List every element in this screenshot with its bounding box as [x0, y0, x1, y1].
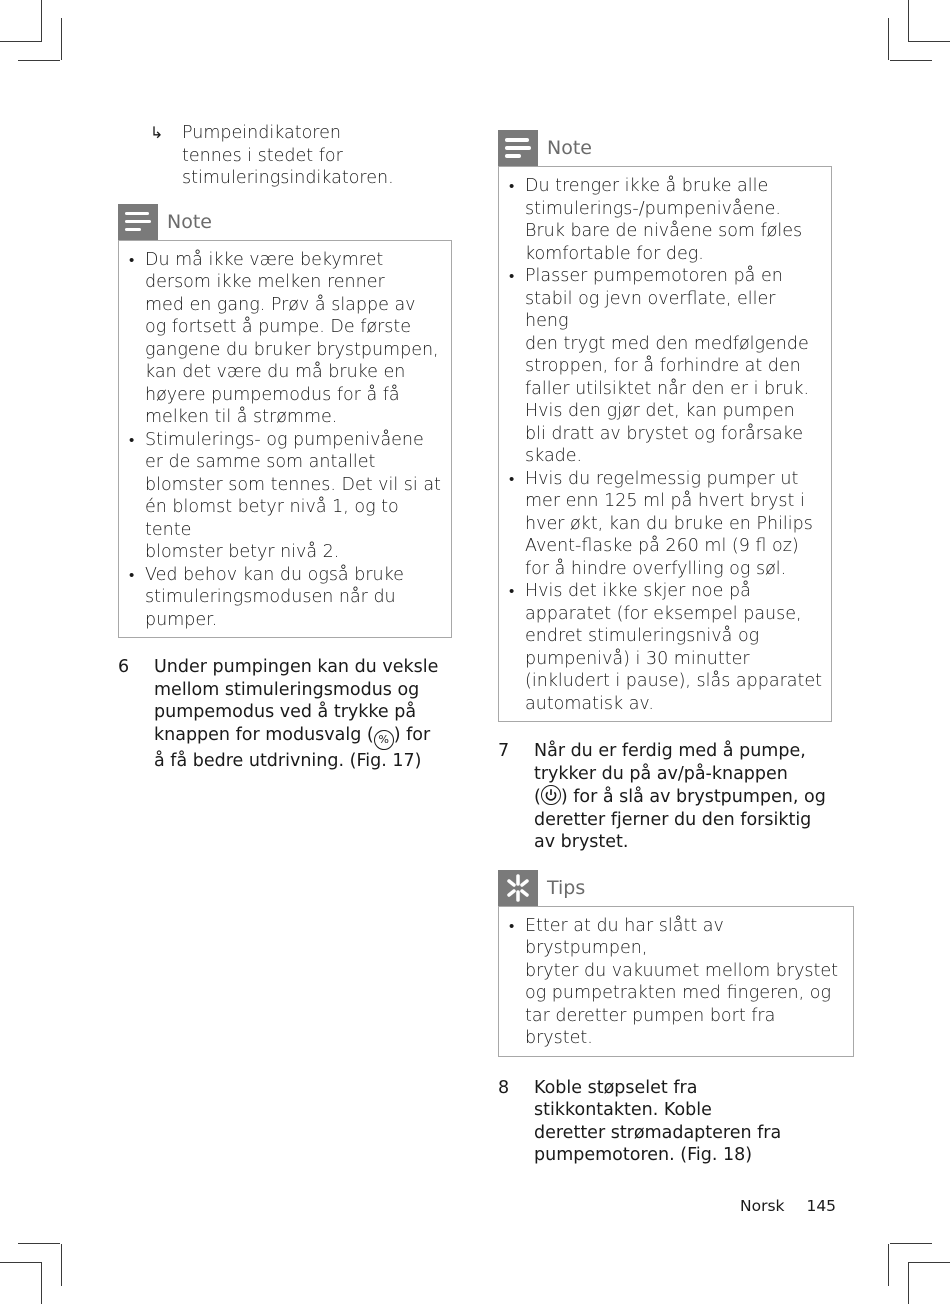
crop-mark — [41, 1262, 42, 1304]
note-box — [118, 204, 452, 639]
crop-mark — [61, 1244, 62, 1286]
list-item: • Du må ikke være bekymret dersom ikke melken renner med en gang. Prøv å slappe av og fortsett å pumpe. De første gangene du bruker brystpumpen, kan det være du må bruke en høyere pumpemodus for å få melken til å strømme. — [129, 249, 439, 427]
crop-mark — [888, 18, 889, 60]
list-item: • Plasser pumpemotoren på en stabil og jevn overflate, eller heng den trygt med den medfølgende stroppen, for å forhindre at den faller utilsiktet når den er i bruk. Hvis den gjør det, kan pumpen bli dratt av brystet og forårsake skade. — [509, 266, 810, 466]
note-title: Note — [167, 210, 212, 233]
crop-mark — [18, 1243, 60, 1244]
mode-select-icon: % — [374, 730, 394, 750]
list-item: • Ved behov kan du også bruke stimuleringsmodusen når du pumper. — [129, 564, 404, 630]
list-item: • Hvis du regelmessig pumper ut mer enn 125 ml på hvert bryst i hver økt, kan du bruke en Philips Avent-flaske på 260 ml (9 fl oz) for å hindre overfylling og søl. — [509, 468, 813, 579]
note-title: Note — [547, 137, 592, 159]
tips-header — [498, 870, 854, 906]
note-header — [118, 204, 452, 240]
crop-mark — [908, 41, 950, 42]
footer-language: Norsk — [740, 1197, 785, 1215]
page-number: 145 — [806, 1197, 837, 1215]
arrow-right-icon: ↳ — [150, 123, 164, 142]
power-icon — [541, 785, 561, 805]
crop-mark — [0, 41, 42, 42]
step-8: 8 Koble støpselet fra stikkontakten. Koble deretter strømadapteren fra pumpemotoren. (Fig. 18) — [498, 1077, 782, 1165]
tips-box — [498, 870, 854, 1057]
page-footer — [740, 1197, 836, 1215]
list-item: • Etter at du har slått av brystpumpen, bryter du vakuumet mellom brystet og pumpetrakten med fingeren, og tar deretter pumpen bort fra brystet. — [509, 915, 839, 1048]
result-bullet: ↳ Pumpeindikatoren tennes i stedet for stimuleringsindikatoren. — [150, 123, 394, 188]
crop-mark — [18, 60, 60, 61]
crop-mark — [0, 1262, 42, 1263]
tips-title: Tips — [547, 876, 586, 899]
crop-mark — [61, 18, 62, 60]
tips-icon — [498, 870, 538, 906]
note-box — [498, 130, 832, 722]
right-column — [498, 130, 856, 1167]
left-column — [118, 122, 452, 772]
note-header — [498, 130, 832, 166]
crop-mark — [888, 1244, 889, 1286]
crop-mark — [890, 1243, 932, 1244]
list-item: • Du trenger ikke å bruke alle stimulerings-/pumpenivåene. Bruk bare de nivåene som føles komfortable for deg. — [509, 176, 803, 264]
crop-mark — [908, 1262, 909, 1304]
step-6: 6 Under pumpingen kan du veksle mellom stimuleringsmodus og pumpemodus ved å trykke på knappen for modusvalg ( % ) for å få bedre utdrivning. (Fig. 17) — [118, 657, 439, 771]
list-item: • Hvis det ikke skjer noe på apparatet (for eksempel pause, endret stimuleringsnivå og pumpenivå) i 30 minutter (inkludert i pause), slås apparatet automatisk av. — [509, 581, 823, 714]
list-item: • Stimulerings- og pumpenivåene er de samme som antallet blomster som tennes. Det vil si at én blomst betyr nivå 1, og to tente blomster betyr nivå 2. — [129, 429, 441, 562]
step-number: 8 — [498, 1077, 510, 1098]
note-body — [118, 240, 452, 639]
step-number: 6 — [118, 657, 130, 677]
crop-mark — [908, 0, 909, 42]
note-body — [498, 166, 832, 722]
step-7: 7 Når du er ferdig med å pumpe, trykker du på av/på-knappen ( ) for å slå av brystpumpen, og deretter fjerner du den forsiktig av brystet. — [498, 741, 826, 852]
step-number: 7 — [498, 741, 510, 761]
crop-mark — [890, 60, 932, 61]
tips-body — [498, 906, 854, 1057]
crop-mark — [908, 1262, 950, 1263]
note-icon — [498, 130, 538, 166]
crop-mark — [41, 0, 42, 42]
note-icon — [118, 204, 158, 240]
